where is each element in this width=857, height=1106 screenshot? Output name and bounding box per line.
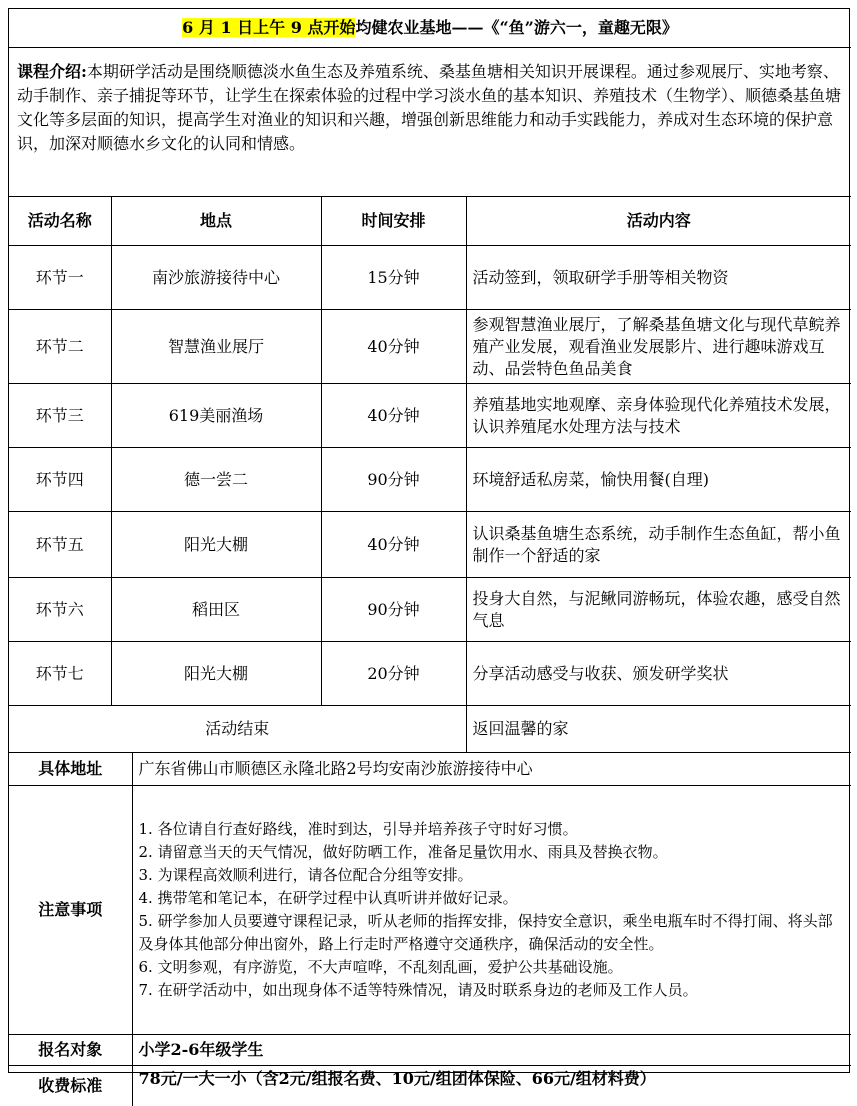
activity-time: 40分钟 [321, 310, 466, 384]
notes-label: 注意事项 [9, 786, 132, 1035]
address-label: 具体地址 [9, 753, 132, 786]
course-intro [9, 48, 851, 197]
activity-content: 分享活动感受与收获、颁发研学奖状 [466, 642, 851, 706]
target-value: 小学2-6年级学生 [132, 1035, 851, 1066]
list-item: 5. 研学参加人员要遵守课程记录，听从老师的指挥安排，保持安全意识，乘坐电瓶车时不得打闹、将头部及身体其他部分伸出窗外，路上行走时严格遵守交通秩序，确保活动的安全性。 [139, 910, 846, 956]
activity-name: 环节七 [9, 642, 111, 706]
activity-content: 环境舒适私房菜，愉快用餐(自理) [466, 448, 851, 512]
fee-label: 收费标准 [9, 1066, 132, 1106]
list-item: 7. 在研学活动中，如出现身体不适等特殊情况，请及时联系身边的老师及工作人员。 [139, 979, 846, 1002]
fee-row [9, 1066, 851, 1106]
activity-time: 15分钟 [321, 246, 466, 310]
header-time: 时间安排 [321, 197, 466, 246]
table-row [9, 310, 851, 384]
activity-time: 20分钟 [321, 642, 466, 706]
list-item: 3. 为课程高效顺利进行，请各位配合分组等安排。 [139, 864, 846, 887]
activity-place: 稻田区 [111, 578, 321, 642]
end-label: 活动结束 [9, 706, 466, 753]
activity-content: 活动签到，领取研学手册等相关物资 [466, 246, 851, 310]
activity-time: 90分钟 [321, 448, 466, 512]
header-name: 活动名称 [9, 197, 111, 246]
table-header [9, 197, 851, 246]
document [8, 8, 850, 1073]
table-row [9, 578, 851, 642]
address-value: 广东省佛山市顺德区永隆北路2号均安南沙旅游接待中心 [132, 753, 851, 786]
target-row [9, 1035, 851, 1066]
intro-label: 课程介绍: [17, 62, 87, 81]
end-row [9, 706, 851, 753]
activity-time: 40分钟 [321, 512, 466, 578]
activity-place: 智慧渔业展厅 [111, 310, 321, 384]
activity-place: 南沙旅游接待中心 [111, 246, 321, 310]
fee-value: 78元/一大一小（含2元/组报名费、10元/组团体保险、66元/组材料费） [132, 1066, 851, 1106]
list-item: 1. 各位请自行查好路线，准时到达，引导并培养孩子守时好习惯。 [139, 818, 846, 841]
activity-place: 阳光大棚 [111, 512, 321, 578]
table-row [9, 246, 851, 310]
target-label: 报名对象 [9, 1035, 132, 1066]
notes-row [9, 786, 851, 1035]
activity-name: 环节四 [9, 448, 111, 512]
activity-place: 德一尝二 [111, 448, 321, 512]
schedule-table [9, 9, 851, 1106]
table-row [9, 512, 851, 578]
list-item: 4. 携带笔和笔记本，在研学过程中认真听讲并做好记录。 [139, 887, 846, 910]
document-title [9, 9, 851, 48]
activity-time: 40分钟 [321, 384, 466, 448]
table-row [9, 642, 851, 706]
activity-place: 阳光大棚 [111, 642, 321, 706]
intro-text: 本期研学活动是围绕顺德淡水鱼生态及养殖系统、桑基鱼塘相关知识开展课程。通过参观展厅、实地考察、动手制作、亲子捕捉等环节，让学生在探索体验的过程中学习淡水鱼的基本知识、养殖技术（生物学）、顺德桑基鱼塘文化等多层面的知识，提高学生对渔业的知识和兴趣，增强创新思维能力和动手实践能力，养成对生态环境的保护意识，加深对顺德水乡文化的认同和情感。 [17, 62, 841, 153]
activity-time: 90分钟 [321, 578, 466, 642]
title-rest: 均健农业基地——《“鱼”游六一，童趣无限》 [355, 18, 677, 37]
activity-name: 环节二 [9, 310, 111, 384]
activity-name: 环节三 [9, 384, 111, 448]
list-item: 2. 请留意当天的天气情况，做好防晒工作，准备足量饮用水、雨具及替换衣物。 [139, 841, 846, 864]
activity-place: 619美丽渔场 [111, 384, 321, 448]
end-content: 返回温馨的家 [466, 706, 851, 753]
activity-name: 环节五 [9, 512, 111, 578]
title-row [9, 9, 851, 48]
table-row [9, 448, 851, 512]
activity-name: 环节六 [9, 578, 111, 642]
header-content: 活动内容 [466, 197, 851, 246]
title-highlight: 6 月 1 日上午 9 点开始 [182, 18, 355, 37]
intro-row [9, 48, 851, 197]
notes-list [139, 818, 846, 1002]
activity-content: 参观智慧渔业展厅，了解桑基鱼塘文化与现代草鲩养殖产业发展，观看渔业发展影片、进行趣味游戏互动、品尝特色鱼品美食 [466, 310, 851, 384]
activity-content: 认识桑基鱼塘生态系统，动手制作生态鱼缸，帮小鱼制作一个舒适的家 [466, 512, 851, 578]
address-row [9, 753, 851, 786]
activity-name: 环节一 [9, 246, 111, 310]
header-place: 地点 [111, 197, 321, 246]
activity-content: 投身大自然，与泥鳅同游畅玩，体验农趣，感受自然气息 [466, 578, 851, 642]
table-row [9, 384, 851, 448]
activity-content: 养殖基地实地观摩、亲身体验现代化养殖技术发展，认识养殖尾水处理方法与技术 [466, 384, 851, 448]
list-item: 6. 文明参观，有序游览，不大声喧哗，不乱刻乱画，爱护公共基础设施。 [139, 956, 846, 979]
notes-content [132, 786, 851, 1035]
